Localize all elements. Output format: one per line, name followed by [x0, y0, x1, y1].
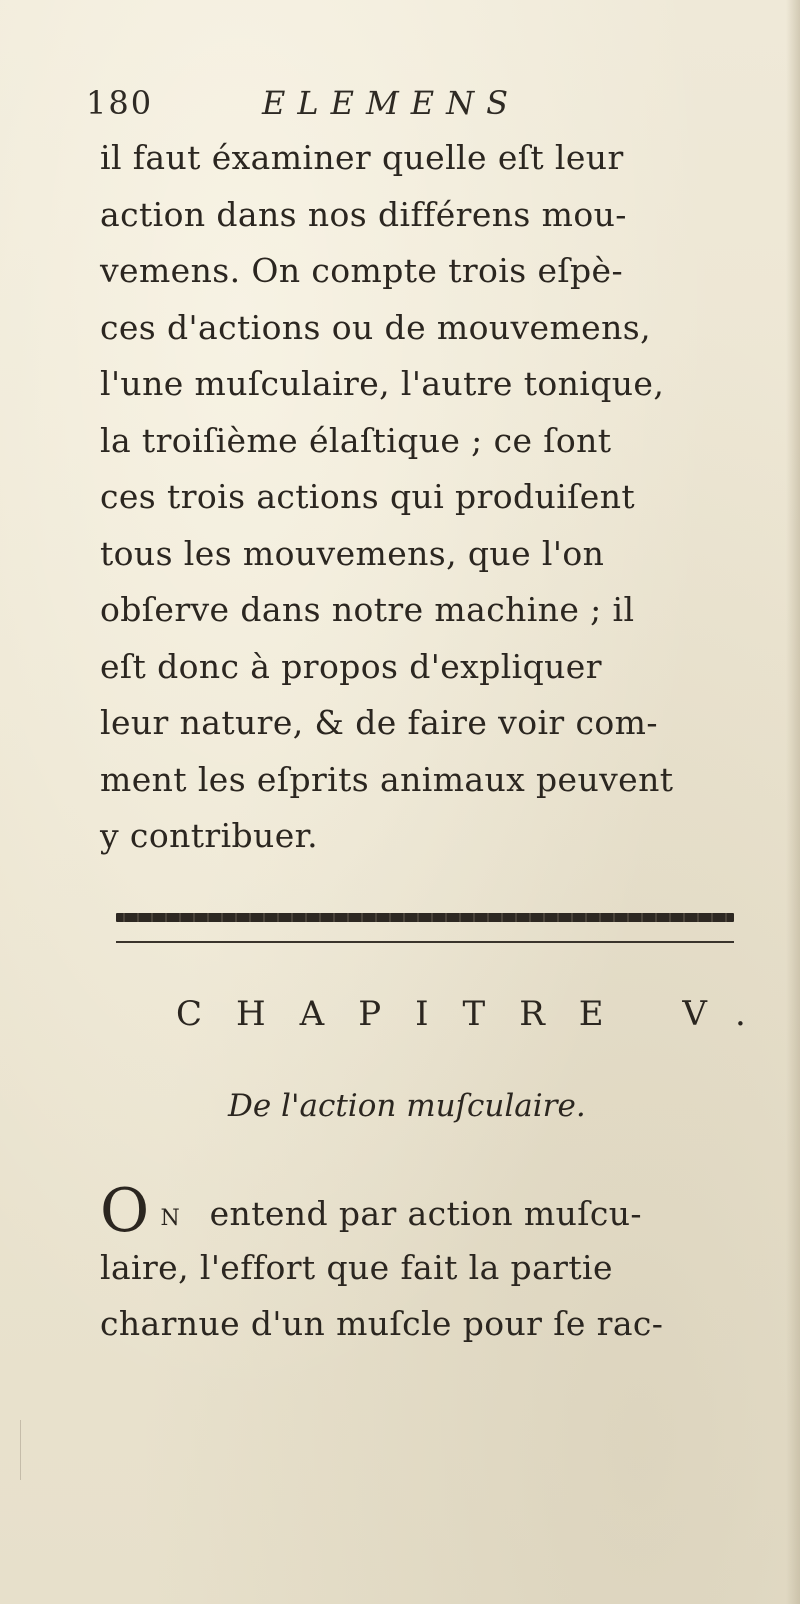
text-line: ces d'actions ou de mouvemens, [100, 307, 651, 347]
text-line: il faut éxaminer quelle eſt leur [100, 138, 624, 177]
first-line-text: entend par action muſcu- [209, 1194, 642, 1233]
page-header [86, 84, 646, 134]
text-line: action dans nos différens mou- [100, 194, 627, 234]
paragraph-chapter-body [100, 1176, 740, 1353]
ornamental-rule [116, 913, 734, 922]
text-line: tous les mouvemens, que l'on [100, 533, 605, 573]
text-line: l'une muſculaire, l'autre tonique, [100, 364, 665, 403]
paper-mark [20, 1420, 61, 1480]
section-title: De l'action muſculaire. [228, 1088, 586, 1124]
page-edge-shadow [786, 0, 800, 1604]
text-line: y contribuer. [100, 816, 319, 855]
page-number: 180 [86, 84, 154, 122]
small-capital: N [160, 1206, 181, 1231]
text-line: la troiſième élaſtique ; ce ſont [100, 420, 612, 460]
running-head: ELEMENS [262, 84, 521, 122]
chapter-title: CHAPITRE V. [176, 994, 780, 1034]
text-line: leur nature, & de faire voir com- [100, 703, 658, 742]
text-line: ment les eſprits animaux peuvent [100, 759, 674, 799]
text-line: obſerve dans notre machine ; il [100, 590, 635, 629]
divider-rule [116, 941, 734, 943]
text-line: vemens. On compte trois eſpè- [100, 251, 624, 290]
paragraph-intro [100, 130, 740, 865]
text-line: ces trois actions qui produiſent [100, 477, 636, 516]
drop-capital: O [100, 1176, 150, 1246]
text-line: charnue d'un muſcle pour ſe rac- [100, 1304, 664, 1343]
text-line: eſt donc à propos d'expliquer [100, 646, 602, 686]
text-line-first [100, 1176, 740, 1246]
text-line: laire, l'effort que fait la partie [100, 1247, 613, 1287]
